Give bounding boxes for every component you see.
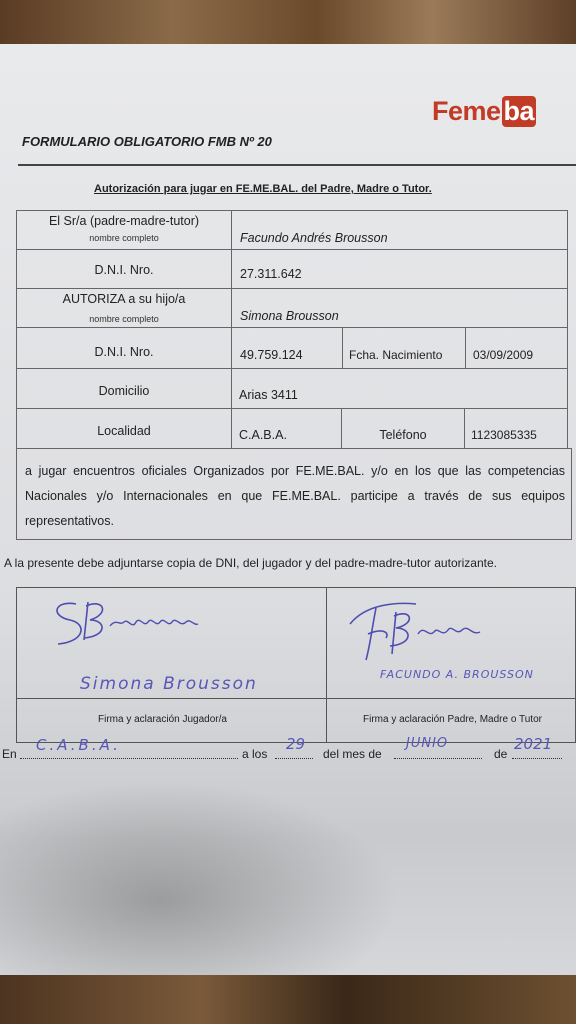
logo-text: Feme — [432, 96, 501, 126]
domicilio-label-cell — [16, 368, 232, 409]
domicilio-label: Domicilio — [98, 384, 150, 398]
attachment-note: A la presente debe adjuntarse copia de DNI, del jugador y del padre-madre-tutor autorizante. — [4, 556, 497, 570]
title-divider — [18, 164, 576, 166]
place-dots — [20, 758, 238, 759]
child-dni-label-cell — [16, 327, 232, 369]
localidad-label-cell — [16, 408, 232, 449]
tutor-label: El Sr/a (padre-madre-tutor) — [48, 214, 200, 228]
autoriza-label: AUTORIZA a su hijo/a — [62, 292, 186, 306]
child-dni-cell — [231, 327, 343, 369]
birth-label: Fcha. Nacimiento — [349, 348, 443, 362]
parent-signature — [346, 594, 506, 666]
month-dots — [394, 758, 482, 759]
tutor-label-cell — [16, 210, 232, 250]
date-line — [0, 735, 576, 774]
player-signature — [44, 592, 224, 654]
telefono-label-cell — [341, 408, 465, 449]
tutor-sublabel: nombre completo — [89, 233, 159, 243]
logo-tail: ba — [503, 96, 535, 126]
telefono-cell — [464, 408, 568, 449]
paper-shadow — [0, 780, 400, 980]
tutor-name: Facundo Andrés Brousson — [240, 231, 388, 245]
player-clarification: Simona Brousson — [80, 674, 258, 694]
tutor-dni-label: D.N.I. Nro. — [94, 263, 154, 277]
child-dni-label: D.N.I. Nro. — [94, 345, 154, 359]
birth-date-cell — [465, 327, 568, 369]
month-value: JUNIO — [406, 736, 449, 751]
localidad-label: Localidad — [97, 424, 151, 438]
autoriza-label-cell — [16, 288, 232, 328]
domicilio-value: Arias 3411 — [239, 388, 298, 402]
signature-divider — [326, 587, 327, 743]
telefono-label: Teléfono — [379, 428, 427, 442]
place-value: C.A.B.A. — [36, 736, 121, 754]
birth-date: 03/09/2009 — [473, 348, 534, 362]
tutor-dni-label-cell — [16, 249, 232, 289]
authorization-paragraph: a jugar encuentros oficiales Organizados por FE.ME.BAL. y/o en los que las competencias Nacionales y/o Internacionales en que FE.ME.BAL. participe a través de sus equipos representativos. — [16, 448, 572, 540]
tutor-dni: 27.311.642 — [240, 267, 302, 281]
autoriza-sublabel: nombre completo — [89, 314, 159, 324]
a-los-label: a los — [242, 747, 268, 761]
parent-clarification: FACUNDO A. BROUSSON — [380, 668, 534, 681]
tutor-name-cell — [231, 210, 568, 250]
wood-background-bottom — [0, 975, 576, 1024]
birth-label-cell — [342, 327, 466, 369]
day-value: 29 — [286, 735, 306, 753]
day-dots — [275, 758, 313, 759]
wood-background-top — [0, 0, 576, 48]
player-signature-label: Firma y aclaración Jugador/a — [98, 714, 227, 725]
femeba-logo — [432, 96, 536, 127]
year-value: 2021 — [514, 735, 553, 753]
telefono-value: 1123085335 — [471, 428, 537, 442]
domicilio-cell — [231, 368, 568, 409]
signature-label-divider — [16, 698, 576, 699]
localidad-cell — [231, 408, 342, 449]
localidad-value: C.A.B.A. — [239, 428, 287, 442]
child-name: Simona Brousson — [240, 309, 339, 323]
en-label: En — [2, 747, 17, 761]
form-title: FORMULARIO OBLIGATORIO FMB Nº 20 — [22, 134, 272, 149]
de-label: de — [494, 747, 508, 761]
tutor-dni-cell — [231, 249, 568, 289]
form-subtitle: Autorización para jugar en FE.ME.BAL. del Padre, Madre o Tutor. — [94, 183, 432, 195]
year-dots — [512, 758, 562, 759]
mes-label: del mes de — [323, 747, 382, 761]
child-dni: 49.759.124 — [240, 348, 303, 362]
parent-signature-label: Firma y aclaración Padre, Madre o Tutor — [363, 714, 542, 725]
child-name-cell — [231, 288, 568, 328]
